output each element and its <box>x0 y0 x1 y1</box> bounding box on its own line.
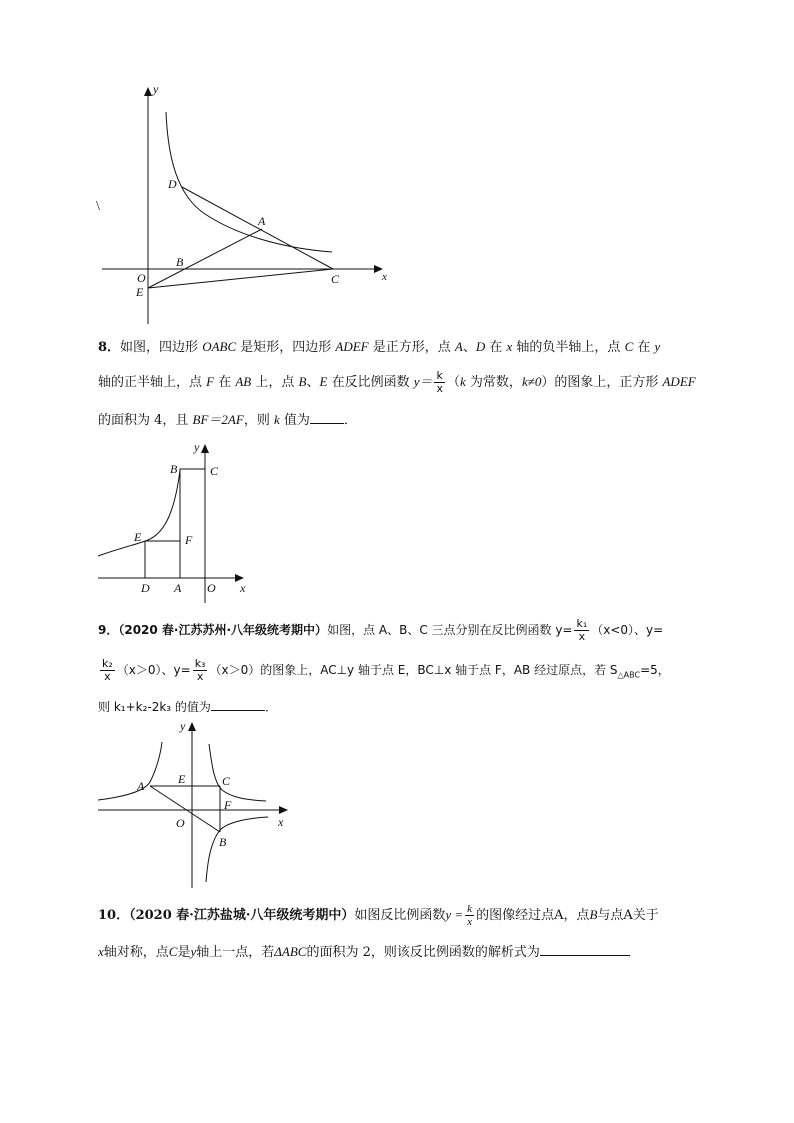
text: ）的图象上，正方形 <box>541 375 663 390</box>
text: （x<0）、y= <box>591 623 664 637</box>
label-E: E <box>134 530 142 544</box>
label-A: A <box>137 779 145 793</box>
text: 轴的负半轴上，点 <box>512 340 625 355</box>
math-k-ne-0: k≠0 <box>521 374 542 389</box>
question-10-line-2 <box>98 942 630 963</box>
label-B: B <box>170 462 178 476</box>
text: =5， <box>640 663 670 677</box>
fraction-k-over-x <box>465 903 474 928</box>
text: 是正方形，点 <box>368 340 455 355</box>
text: 轴上一点，若 <box>196 945 275 960</box>
math-triangle-abc: ΔABC <box>274 944 307 959</box>
label-F: F <box>224 798 232 812</box>
text: ． <box>343 413 357 428</box>
numerator: k₂ <box>102 657 113 670</box>
text: 如图，四边形 <box>120 340 203 355</box>
math-OABC: OABC <box>202 339 237 354</box>
label-D: D <box>141 581 150 595</box>
text: 与点A关于 <box>597 908 659 923</box>
label-E: E <box>136 285 144 299</box>
text: 在 <box>633 340 655 355</box>
label-A: A <box>258 214 266 228</box>
label-y: y <box>180 719 186 733</box>
hyperbola-k1-curve <box>98 742 162 800</box>
numerator: k <box>467 903 473 915</box>
text: 在 <box>485 340 507 355</box>
math-y-eq: y = <box>445 907 464 922</box>
math-F: F <box>206 374 215 389</box>
math-C: C <box>168 944 178 959</box>
math-E: E <box>319 374 328 389</box>
numerator: k₃ <box>194 657 206 670</box>
text: 、 <box>306 375 320 390</box>
text: 值为 <box>279 413 310 428</box>
math-B: B <box>298 374 307 389</box>
text: 如图反比例函数 <box>354 908 446 923</box>
question-9-source: （2020 春·江苏苏州·八年级统考期中） <box>118 623 328 637</box>
label-B: B <box>176 255 184 269</box>
x-axis-arrow <box>279 806 288 814</box>
label-O: O <box>207 581 216 595</box>
denominator: x <box>436 382 443 395</box>
text: 的图像经过点A，点 <box>476 908 590 923</box>
text: 为常数， <box>465 375 522 390</box>
text: 在 <box>214 375 236 390</box>
label-E: E <box>178 772 186 786</box>
numerator: k <box>434 370 445 383</box>
label-C: C <box>210 464 219 478</box>
label-A: A <box>174 581 182 595</box>
text: 的面积为 4，且 <box>98 413 193 428</box>
math-x: x <box>506 339 513 354</box>
question-10-line-1 <box>98 903 659 928</box>
text: 、 <box>462 340 476 355</box>
hyperbola-k2-curve <box>206 817 268 882</box>
label-y: y <box>194 440 200 454</box>
label-C: C <box>222 774 231 788</box>
question-8-number: 8． <box>98 340 121 355</box>
text: 在反比例函数 <box>327 375 414 390</box>
hyperbola-k3-curve <box>209 744 266 801</box>
label-x: x <box>278 815 284 829</box>
subscript-triangle-abc: △ABC <box>617 670 641 680</box>
question-9-number: 9． <box>98 623 119 637</box>
label-x: x <box>240 581 246 595</box>
denominator: x <box>578 630 586 643</box>
text: ，则 <box>243 413 274 428</box>
math-D: D <box>475 339 486 354</box>
label-O: O <box>137 271 146 285</box>
label-O: O <box>176 816 185 830</box>
text: 如图，点 A、B、C 三点分别在反比例函数 y= <box>327 623 573 637</box>
question-10-source: （2020 春·江苏盐城·八年级统考期中） <box>129 908 355 923</box>
text: 轴对称，点 <box>103 945 169 960</box>
math-k: k <box>460 374 466 389</box>
math-B: B <box>589 907 598 922</box>
label-x: x <box>382 271 387 283</box>
text: 是 <box>177 945 191 960</box>
math-y-eq: y＝ <box>413 374 433 389</box>
math-y: y <box>654 339 661 354</box>
text: 上，点 <box>251 375 299 390</box>
stray-mark: \ <box>96 199 100 214</box>
label-y: y <box>153 82 159 96</box>
segment-ab <box>150 786 220 832</box>
label-F: F <box>185 533 193 547</box>
denominator: x <box>104 670 111 683</box>
text: 是矩形，四边形 <box>236 340 336 355</box>
math-ADEF: ADEF <box>662 374 696 389</box>
y-axis-arrow <box>188 722 196 731</box>
math-bf-eq: BF＝2AF <box>192 412 244 427</box>
text: （ <box>447 375 461 390</box>
label-C: C <box>331 272 340 286</box>
label-B: B <box>219 835 227 849</box>
text: ． <box>264 700 277 714</box>
answer-blank-q10[interactable] <box>540 943 630 956</box>
math-y: y <box>190 944 197 959</box>
label-D: D <box>168 177 177 191</box>
text: （x＞0）的图象上，AC⊥y 轴于点 E，BC⊥x 轴于点 F，AB 经过原点，若 S <box>209 663 618 677</box>
text: （x＞0）、y= <box>116 663 191 677</box>
text: 轴的正半轴上，点 <box>98 375 207 390</box>
text: 则 k₁+k₂-2k₃ 的值为 <box>98 700 211 714</box>
math-k: k <box>273 412 280 427</box>
text: 的面积为 2，则该反比例函数的解析式为 <box>306 945 540 960</box>
numerator: k₁ <box>576 617 588 630</box>
math-ADEF: ADEF <box>335 339 369 354</box>
question-10-number: 10． <box>98 908 130 923</box>
denominator: x <box>467 916 473 928</box>
denominator: x <box>196 670 204 683</box>
math-AB: AB <box>235 374 252 389</box>
math-A: A <box>454 339 463 354</box>
math-C: C <box>624 339 634 354</box>
math-x: x <box>98 944 104 959</box>
